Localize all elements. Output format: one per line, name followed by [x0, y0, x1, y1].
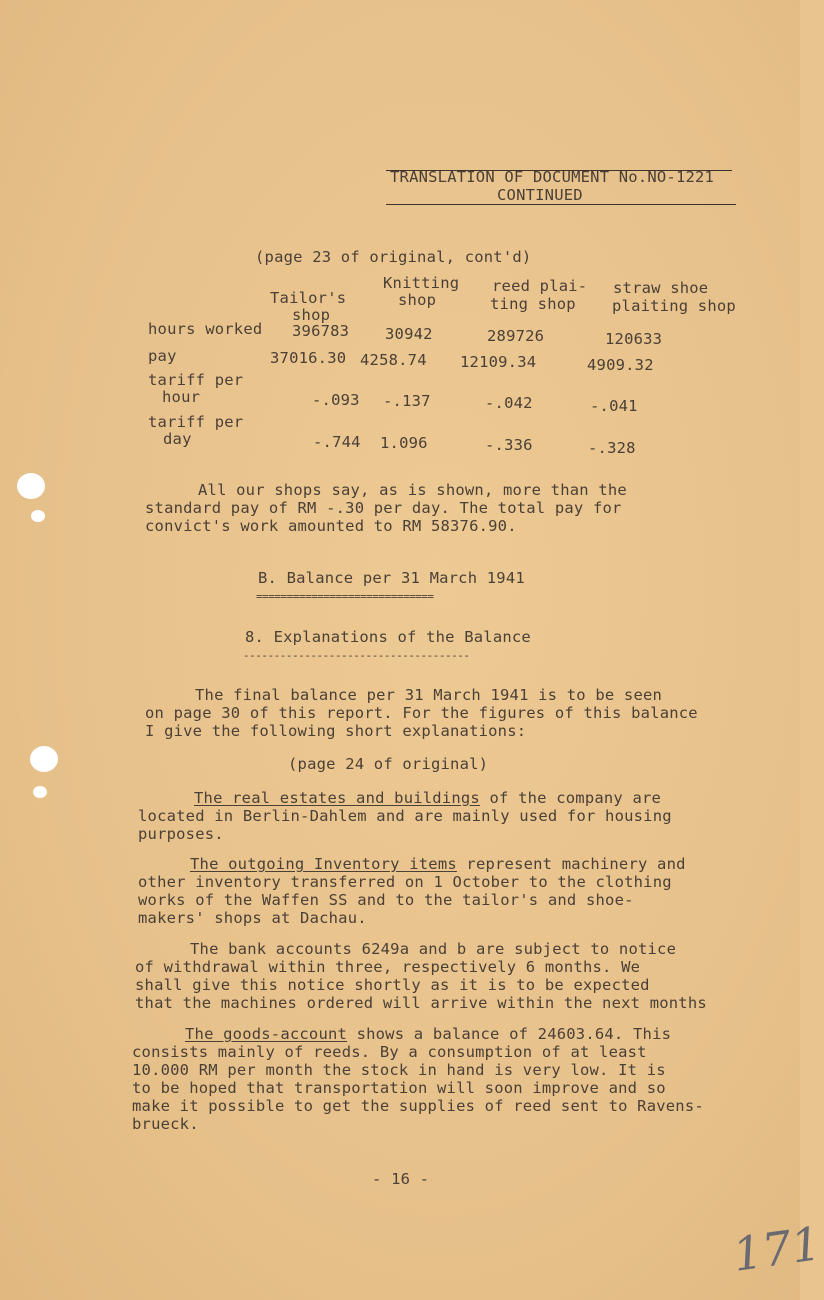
page-reference: (page 24 of original) — [288, 755, 489, 773]
punch-hole — [31, 510, 45, 522]
header-subtitle: CONTINUED — [497, 186, 583, 204]
body-text: I give the following short explanations: — [145, 722, 527, 740]
handwritten-page-number: 171 — [729, 1216, 824, 1282]
underlined-term: The outgoing Inventory items — [190, 855, 457, 873]
table-cell: 1.096 — [380, 434, 428, 452]
row-label: hour — [162, 388, 201, 406]
body-text: other inventory transferred on 1 October to the clothing — [138, 873, 672, 891]
body-text — [190, 855, 686, 873]
body-text: consists mainly of reeds. By a consumption of at least — [132, 1043, 647, 1061]
punch-hole — [17, 473, 45, 499]
table-cell: 4909.32 — [587, 356, 654, 374]
table-cell: -.336 — [485, 436, 533, 454]
header-rule — [386, 170, 732, 171]
body-text: that the machines ordered will arrive within the next months — [135, 994, 707, 1012]
table-cell: -.744 — [313, 433, 361, 451]
body-text — [185, 1025, 671, 1043]
page-number: - 16 - — [372, 1170, 430, 1188]
column-header-tailors: Tailor's — [270, 289, 347, 307]
column-header-straw: straw shoe — [613, 279, 709, 297]
table-cell: 37016.30 — [270, 349, 347, 367]
body-text: shall give this notice shortly as it is to be expected — [135, 976, 650, 994]
body-text: on page 30 of this report. For the figures of this balance — [145, 704, 698, 722]
body-text-fragment: of the company are — [479, 789, 662, 807]
body-text: works of the Waffen SS and to the tailor's and shoe- — [138, 891, 634, 909]
table-cell: 30942 — [385, 325, 433, 343]
table-cell: 396783 — [292, 322, 350, 340]
body-text: located in Berlin-Dahlem and are mainly used for housing — [138, 807, 672, 825]
table-cell: -.042 — [485, 394, 533, 412]
body-text: purposes. — [138, 825, 224, 843]
punch-hole — [30, 746, 58, 772]
header-title: TRANSLATION OF DOCUMENT No.NO-1221 — [390, 168, 715, 186]
row-label: pay — [148, 347, 177, 365]
row-label: tariff per — [148, 413, 244, 431]
table-cell: 4258.74 — [360, 351, 427, 369]
column-header-knitting: Knitting — [383, 274, 460, 292]
underlined-term: The goods-account — [185, 1025, 348, 1043]
table-cell: -.093 — [312, 391, 360, 409]
table-cell: -.328 — [588, 439, 636, 457]
body-text: The final balance per 31 March 1941 is to be seen — [195, 686, 663, 704]
column-header-tailors: shop — [292, 306, 331, 324]
section-double-rule: ============================= — [256, 590, 434, 603]
column-header-knitting: shop — [398, 291, 437, 309]
body-text-fragment: shows a balance of 24603.64. This — [347, 1025, 672, 1043]
table-cell: -.041 — [590, 397, 638, 415]
body-text: makers' shops at Dachau. — [138, 909, 367, 927]
body-text: All our shops say, as is shown, more than the — [198, 481, 627, 499]
body-text: 10.000 RM per month the stock in hand is very low. It is — [132, 1061, 666, 1079]
body-text — [194, 789, 661, 807]
body-text: make it possible to get the supplies of reed sent to Ravens- — [132, 1097, 704, 1115]
column-header-reed: reed plai- — [492, 277, 588, 295]
header-rule — [386, 204, 736, 205]
row-label: day — [163, 430, 192, 448]
body-text: standard pay of RM -.30 per day. The total pay for — [145, 499, 622, 517]
body-text-fragment: represent machinery and — [456, 855, 686, 873]
underlined-term: The real estates and buildings — [194, 789, 480, 807]
column-header-reed: ting shop — [490, 295, 576, 313]
table-cell: 120633 — [605, 330, 663, 348]
page-reference: (page 23 of original, cont'd) — [255, 248, 532, 266]
section-heading: 8. Explanations of the Balance — [245, 628, 531, 646]
punch-hole — [33, 786, 47, 798]
body-text: convict's work amounted to RM 58376.90. — [145, 517, 517, 535]
body-text: to be hoped that transportation will soon improve and so — [132, 1079, 666, 1097]
body-text: brueck. — [132, 1115, 199, 1133]
table-cell: -.137 — [383, 392, 431, 410]
table-cell: 12109.34 — [460, 353, 537, 371]
section-heading: B. Balance per 31 March 1941 — [258, 569, 525, 587]
row-label: hours worked — [148, 320, 263, 338]
body-text: The bank accounts 6249a and b are subject to notice — [190, 940, 677, 958]
table-cell: 289726 — [487, 327, 545, 345]
column-header-straw: plaiting shop — [612, 297, 736, 315]
body-text: of withdrawal within three, respectively 6 months. We — [135, 958, 641, 976]
section-dashed-rule: ------------------------------------- — [243, 649, 470, 662]
row-label: tariff per — [148, 371, 244, 389]
